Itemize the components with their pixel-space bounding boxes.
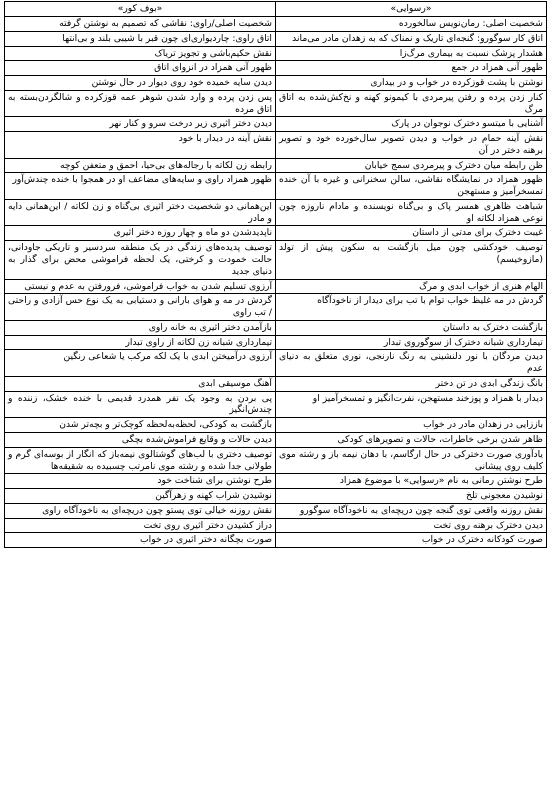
- table-row: [5, 173, 547, 200]
- cell-boof-koor: ظهور آنی همزاد در انزوای اتاق: [5, 61, 276, 76]
- cell-rosvai: نقش روزنه واقعی توی گنجه چون دریچه‌ای به ناخودآگاه سوگورو: [276, 503, 547, 518]
- cell-rosvai: نوشیدن معجونی تلخ: [276, 489, 547, 504]
- comparison-table: [4, 1, 547, 548]
- cell-boof-koor: نقش آینه در دیدار با خود: [5, 132, 276, 159]
- cell-rosvai: اتاق کار سوگورو: گنجه‌ای تاریک و نمناک که به زهدان مادر می‌ماند: [276, 31, 547, 46]
- cell-boof-koor: ناپدیدشدن دو ماه و چهار روزه دختر اثیری: [5, 226, 276, 241]
- header-boof-koor: «بوف کور»: [5, 2, 276, 17]
- cell-rosvai: دیدن دخترک برهنه روی تخت: [276, 518, 547, 533]
- cell-boof-koor: پی بردن به وجود یک نفر همدرد قدیمی با خنده خشک، زننده و چندش‌انگیز: [5, 391, 276, 418]
- header-rosvai: «رسوایی»: [276, 2, 547, 17]
- table-header-row: [5, 2, 547, 17]
- cell-boof-koor: تیمارداری شبانه زن لکاته از راوی تبدار: [5, 335, 276, 350]
- cell-boof-koor: این‌همانی دو شخصیت دختر اثیری بی‌گناه و زن لکاته / این‌همانی دایه و مادر: [5, 199, 276, 226]
- table-row: [5, 320, 547, 335]
- table-row: [5, 17, 547, 32]
- cell-boof-koor: دیدن سایه خمیده خود روی دیوار در حال نوشتن: [5, 76, 276, 91]
- table-row: [5, 241, 547, 279]
- cell-boof-koor: اتاق راوی: چاردیواری‌ای چون قبر با شیبی بلند و بی‌انتها: [5, 31, 276, 46]
- cell-rosvai: باززایی در زهدان مادر در خواب: [276, 418, 547, 433]
- cell-rosvai: طرح نوشتن رمانی به نام «رسوایی» با موضوع همزاد: [276, 474, 547, 489]
- table-row: [5, 503, 547, 518]
- cell-boof-koor: نوشیدن شراب کهنه و زهرآگین: [5, 489, 276, 504]
- cell-boof-koor: نقش حکیم‌باشی و تجویز تریاک: [5, 46, 276, 61]
- cell-rosvai: بانگ زندگی ابدی در تن دختر: [276, 376, 547, 391]
- table-row: [5, 132, 547, 159]
- table-row: [5, 474, 547, 489]
- table-row: [5, 418, 547, 433]
- cell-rosvai: دیدن مردگان با نور دلنشینی به رنگ نارنجی، نوری متعلق به دنیای عدم: [276, 350, 547, 377]
- table-row: [5, 279, 547, 294]
- cell-boof-koor: آرزوی تسلیم شدن به خواب فراموشی، فرورفتن به عدم و نیستی: [5, 279, 276, 294]
- cell-rosvai: شباهت ظاهری همسر پاک و بی‌گناه نویسنده و مادام ناروزه چون نوعی همزاد لکاته او: [276, 199, 547, 226]
- table-row: [5, 294, 547, 321]
- cell-boof-koor: طرح نوشتن برای شناخت خود: [5, 474, 276, 489]
- cell-rosvai: هشدار پزشک نسبت به بیماری مرگ‌زا: [276, 46, 547, 61]
- table-row: [5, 489, 547, 504]
- cell-boof-koor: آهنگ موسیقی ابدی: [5, 376, 276, 391]
- table-row: [5, 90, 547, 117]
- cell-rosvai: الهام هنری از خواب ابدی و مرگ: [276, 279, 547, 294]
- table-row: [5, 335, 547, 350]
- table-row: [5, 117, 547, 132]
- cell-boof-koor: توصیف پدیده‌های زندگی در یک منطقه سردسیر و تاریکی جاودانی، حالت خمودت و کرختی، یک لحظه فراموشی محض برای گذار به دنیای جدید: [5, 241, 276, 279]
- cell-rosvai: گردش در مه غلیظ خواب توام با تب برای دیدار از ناخودآگاه: [276, 294, 547, 321]
- cell-rosvai: یادآوری صورت دخترکی در حال ارگاسم، با دهان نیمه باز و رشته موی کلیف روی پیشانی: [276, 447, 547, 474]
- cell-boof-koor: بازگشت به کودکی، لحظه‌به‌لحظه کوچک‌تر و بچه‌تر شدن: [5, 418, 276, 433]
- table-row: [5, 391, 547, 418]
- cell-boof-koor: رابطه زن لکاته با رجاله‌های بی‌حیا، احمق و متعفن کوچه: [5, 158, 276, 173]
- cell-rosvai: بازگشت دخترک به داستان: [276, 320, 547, 335]
- cell-rosvai: غیبت دخترک برای مدتی از داستان: [276, 226, 547, 241]
- cell-boof-koor: توصیف دختری با لب‌های گوشتالوی نیمه‌باز که انگار از بوسه‌ای گرم و طولانی جدا شده و رشته موی نامرتب چسبیده به شقیقه‌ها: [5, 447, 276, 474]
- cell-boof-koor: شخصیت اصلی/راوی: نقاشی که تصمیم به نوشتن گرفته: [5, 17, 276, 32]
- table-row: [5, 76, 547, 91]
- cell-rosvai: آشنایی با میتسو دخترک نوجوان در پارک: [276, 117, 547, 132]
- table-body: [5, 17, 547, 548]
- table-row: [5, 350, 547, 377]
- cell-rosvai: ظهور همزاد در نمایشگاه نقاشی، سالن سخنرانی و غیره با آن خنده تمسخرآمیز و مستهجن: [276, 173, 547, 200]
- cell-boof-koor: پس زدن پرده و وارد شدن شوهر عمه قوزکرده و شالگردن‌بسته به اتاق مرده: [5, 90, 276, 117]
- cell-rosvai: ظهور آنی همزاد در جمع: [276, 61, 547, 76]
- table-row: [5, 518, 547, 533]
- table-row: [5, 226, 547, 241]
- table-row: [5, 46, 547, 61]
- cell-boof-koor: آرزوی درآمیختن ابدی با یک لکه مرکب یا شعاعی رنگین: [5, 350, 276, 377]
- cell-boof-koor: گردش در مه و هوای بارانی و دستیابی به یک نوع حس آزادی و راحتی / تب راوی: [5, 294, 276, 321]
- cell-boof-koor: دیدن حالات و وقایع فراموش‌شده بچگی: [5, 432, 276, 447]
- cell-rosvai: شخصیت اصلی: رمان‌نویس سالخورده: [276, 17, 547, 32]
- cell-rosvai: ظاهر شدن برخی خاطرات، حالات و تصویرهای کودکی: [276, 432, 547, 447]
- table-row: [5, 158, 547, 173]
- cell-rosvai: کنار زدن پرده و رفتن پیرمردی با کیمونو کهنه و نخ‌کش‌شده به اتاق مرگ: [276, 90, 547, 117]
- table-row: [5, 31, 547, 46]
- cell-rosvai: نقش آینه حمام در خواب و دیدن تصویر سال‌خورده خود و تصویر برهنه دختر در آن: [276, 132, 547, 159]
- table-row: [5, 376, 547, 391]
- cell-boof-koor: بازآمدن دختر اثیری به خانه راوی: [5, 320, 276, 335]
- cell-rosvai: تیمارداری شبانه دخترک از سوگوروی تبدار: [276, 335, 547, 350]
- cell-boof-koor: دراز کشیدن دختر اثیری روی تخت: [5, 518, 276, 533]
- cell-rosvai: توصیف خودکشی چون میل بازگشت به سکون پیش از تولد (مازوخیسم): [276, 241, 547, 279]
- cell-boof-koor: نقش روزنه خیالی توی پستو چون دریچه‌ای به ناخودآگاه راوی: [5, 503, 276, 518]
- cell-boof-koor: صورت بچگانه دختر اثیری در خواب: [5, 533, 276, 548]
- cell-rosvai: نوشتن با پشت قوزکرده در خواب و در بیداری: [276, 76, 547, 91]
- cell-rosvai: ظن رابطه میان دخترک و پیرمردی سمج خیابان: [276, 158, 547, 173]
- table-row: [5, 447, 547, 474]
- cell-boof-koor: ظهور همزاد راوی و سایه‌های مضاعف او در همجوا با خنده چندش‌آور: [5, 173, 276, 200]
- cell-rosvai: دیدار با همزاد و پوزخند مستهجن، نفرت‌انگیز و تمسخرآمیز او: [276, 391, 547, 418]
- table-row: [5, 533, 547, 548]
- table-row: [5, 61, 547, 76]
- table-row: [5, 199, 547, 226]
- cell-boof-koor: دیدن دختر اثیری زیر درخت سرو و کنار نهر: [5, 117, 276, 132]
- cell-rosvai: صورت کودکانه دخترک در خواب: [276, 533, 547, 548]
- table-row: [5, 432, 547, 447]
